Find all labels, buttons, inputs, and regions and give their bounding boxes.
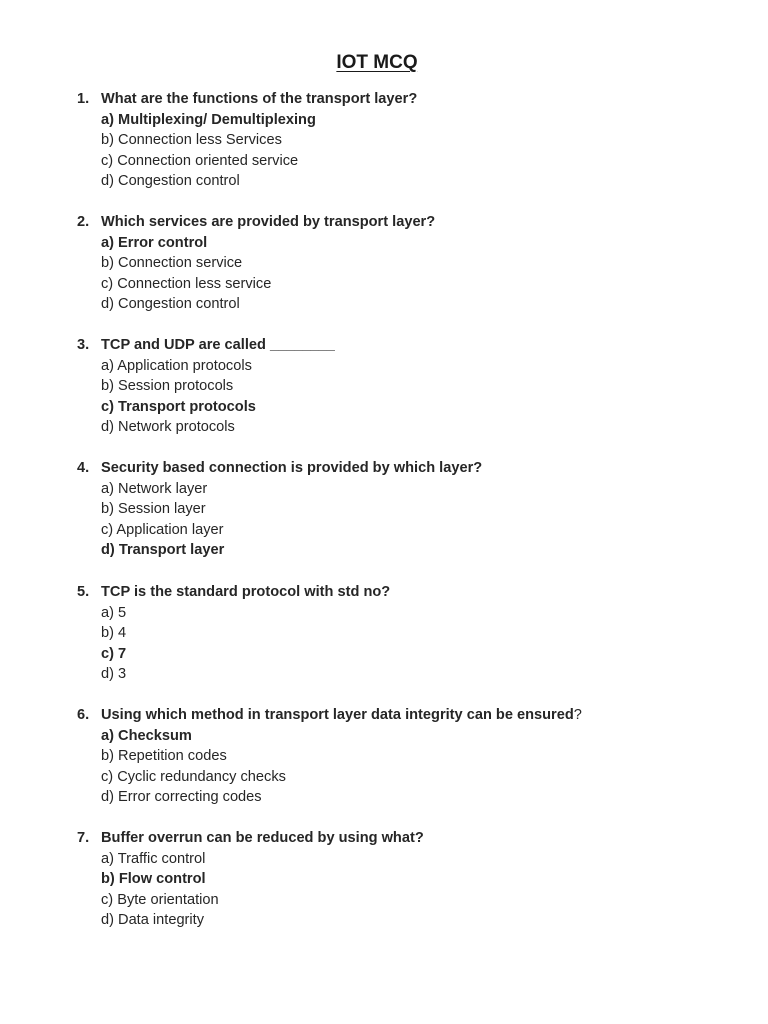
answer-option: a) Traffic control	[101, 850, 206, 867]
question-number: 2.	[77, 214, 90, 230]
question-text	[101, 212, 435, 233]
question-item	[0, 335, 740, 438]
answer-option: d) Congestion control	[101, 296, 240, 313]
question-item	[0, 89, 740, 192]
question-line	[0, 828, 740, 849]
answer-option: c) Connection less service	[101, 275, 272, 292]
question-text	[101, 89, 417, 110]
question-number: 4.	[77, 460, 90, 476]
answer-option-correct: a) Error control	[101, 234, 208, 251]
question-text-main: Buffer overrun can be reduced by using what?	[101, 830, 424, 846]
answer-option: b) Connection service	[101, 255, 243, 272]
answer-option-correct: c) Transport protocols	[101, 398, 256, 415]
question-item	[0, 458, 740, 561]
question-text-suffix: ?	[573, 707, 582, 723]
question-text-main: Using which method in transport layer data integrity can be ensured	[101, 707, 574, 723]
answer-option: b) Connection less Services	[101, 132, 282, 149]
question-line	[0, 582, 740, 603]
question-text-main: Security based connection is provided by which layer?	[101, 460, 483, 476]
question-line	[0, 458, 740, 479]
question-item	[0, 705, 740, 808]
question-text	[101, 335, 335, 356]
answer-option: c) Byte orientation	[101, 891, 219, 908]
document-title: IOT MCQ	[336, 52, 418, 73]
question-text-main: Which services are provided by transport layer?	[101, 214, 436, 230]
answer-option-correct: a) Multiplexing/ Demultiplexing	[101, 111, 316, 128]
answer-option: b) Session layer	[101, 501, 206, 518]
answer-option: c) Connection oriented service	[101, 152, 299, 169]
answer-option: d) Network protocols	[101, 419, 235, 436]
answer-option: b) 4	[101, 625, 127, 642]
question-line	[0, 705, 740, 726]
question-number: 5.	[77, 584, 90, 600]
answer-option: c) Cyclic redundancy checks	[101, 768, 286, 785]
answer-option-correct: b) Flow control	[101, 871, 206, 888]
answer-option-correct: c) 7	[101, 645, 127, 662]
question-text-main: What are the functions of the transport layer?	[101, 91, 418, 107]
question-text	[101, 705, 582, 726]
question-number: 7.	[77, 830, 90, 846]
answer-option: d) Data integrity	[101, 912, 205, 929]
answer-option-correct: a) Checksum	[101, 727, 192, 744]
question-line	[0, 212, 740, 233]
answer-option: c) Application layer	[101, 521, 224, 538]
question-line	[0, 89, 740, 110]
question-text	[101, 582, 390, 603]
answer-option-correct: d) Transport layer	[101, 542, 225, 559]
question-text	[101, 458, 482, 479]
answer-option: b) Repetition codes	[101, 748, 227, 765]
question-number: 6.	[77, 707, 90, 723]
answer-option: a) Network layer	[101, 480, 208, 497]
question-number: 1.	[77, 91, 90, 107]
question-item	[0, 828, 740, 931]
question-item	[0, 582, 740, 685]
answer-option: a) Application protocols	[101, 357, 252, 374]
question-line	[0, 335, 740, 356]
question-number: 3.	[77, 337, 90, 353]
answer-option: a) 5	[101, 604, 127, 621]
answer-option: d) Congestion control	[101, 173, 240, 190]
answer-option: d) Error correcting codes	[101, 789, 262, 806]
question-text	[101, 828, 424, 849]
answer-option: d) 3	[101, 666, 127, 683]
answer-option: b) Session protocols	[101, 378, 234, 395]
question-item	[0, 212, 740, 315]
question-text-main: TCP and UDP are called ________	[101, 337, 335, 353]
question-text-main: TCP is the standard protocol with std no?	[101, 584, 391, 600]
